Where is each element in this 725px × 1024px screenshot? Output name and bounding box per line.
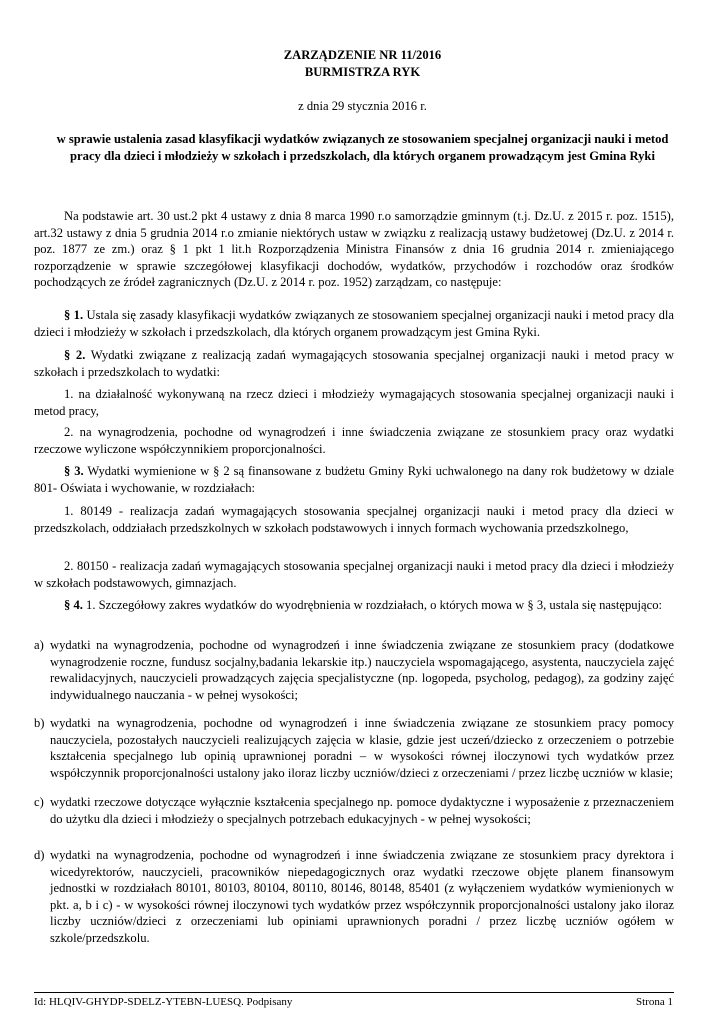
document-title: [130, 47, 595, 80]
section-3: [34, 463, 674, 496]
section-3-label: § 3.: [64, 464, 84, 478]
section-2-text: Wydatki związane z realizacją zadań wymagających stosowania specjalnej organizacji nauki i metod pracy w szkołach i przedszkolach to wydatki:: [34, 348, 675, 379]
section-3-item-1: 1. 80149 - realizacja zadań wymagających stosowania specjalnej organizacji nauki i metod pracy dla dzieci w przedszkolach, oddziałach przedszkolnych w szkołach podstawowych i innych formach wychowania przedszkolnego,: [34, 504, 674, 535]
list-item-text: wydatki na wynagrodzenia, pochodne od wynagrodzeń i inne świadczenia związane ze stosunkiem pracy dyrektora i wicedyrektorów, nauczycieli, pracowników niepedagogicznych oraz wydatki rzeczowe objęte planem finansowym jednostki w rozdziałach 80101, 80103, 80104, 80110, 80146, 80148, 85401 (z wyłączeniem wydatków wymienionych w pkt. a, b i c) - w wysokości równej iloczynowi tych wydatków przez współczynnik proporcjonalności ustalony jako iloraz liczby uczniów/dzieci z orzeczeniami lub opiniami uprawnionych poradni / przez liczbę uczniów ogółem w szkole/przedszkolu.: [50, 848, 674, 945]
list-item-label: a): [34, 638, 44, 652]
document-subject: w sprawie ustalenia zasad klasyfikacji wydatków związanych ze stosowaniem specjalnej organizacji nauki i metod pracy dla dzieci i młodzieży w szkołach i przedszkolach, dla których organem prowadzącym jest Gmina Ryki: [56, 132, 669, 163]
section-4: [34, 597, 674, 614]
section-1: [34, 307, 674, 340]
section-2-label: § 2.: [64, 348, 86, 362]
title-line-2: BURMISTRZA RYK: [304, 64, 421, 79]
list-item-b: [34, 715, 674, 781]
footer-divider: [34, 992, 674, 993]
list-item-text: wydatki na wynagrodzenia, pochodne od wynagrodzeń i inne świadczenia związane ze stosunkiem pracy (dodatkowe wynagrodzenie roczne, fundusz socjalny,badania lekarskie itp.) nauczyciela wspomagającego, asystenta, nauczyciela zajęć rewalidacyjnych, nauczycieli prowadzących zajęcia specjalistyczne (np. logopeda, psycholog, pedagog), za godziny zajęć indywidualnego nauczania - w pełnej wysokości;: [50, 638, 674, 702]
section-1-label: § 1.: [64, 308, 84, 322]
section-4-text: 1. Szczegółowy zakres wydatków do wyodrębnienia w rozdziałach, o których mowa w § 3, ustala się następująco:: [82, 598, 663, 612]
list-item-text: wydatki rzeczowe dotyczące wyłącznie kształcenia specjalnego np. pomoce dydaktyczne i wyposażenie z przeznaczeniem do użytku dla dzieci i młodzieży o specjalnych potrzebach edukacyjnych - w pełnej wysokości;: [50, 795, 674, 826]
list-item-a: [34, 637, 674, 703]
footer-document-id: Id: HLQIV-GHYDP-SDELZ-YTEBN-LUESQ. Podpisany: [34, 996, 293, 1008]
preamble: Na podstawie art. 30 ust.2 pkt 4 ustawy z dnia 8 marca 1990 r.o samorządzie gminnym (t.j. Dz.U. z 2015 r. poz. 1515), art.32 ustawy z dnia 5 grudnia 2014 r.o zmianie niektórych ustaw w związku z realizacją ustawy budżetowej (Dz.U. z 2014 r. poz. 1877 ze zm.) oraz § 1 pkt 1 lit.h Rozporządzenia Ministra Finansów z dnia 16 grudnia 2014 r. zmieniającego rozporządzenie w sprawie szczegółowej klasyfikacji dochodów, wydatków, przychodów i rozchodów oraz środków pochodzących ze źródeł zagranicznych (Dz.U. z 2014 r. poz. 1952) zarządzam, co następuje:: [34, 209, 674, 290]
list-item-label: d): [34, 848, 45, 862]
list-item-label: c): [34, 795, 44, 809]
list-item-c: [34, 794, 674, 827]
title-line-1: ZARZĄDZENIE NR 11/2016: [283, 48, 442, 62]
list-item-label: b): [34, 716, 45, 730]
section-4-label: § 4.: [64, 598, 83, 612]
footer-page-number: Strona 1: [636, 996, 673, 1008]
section-1-text: Ustala się zasady klasyfikacji wydatków związanych ze stosowaniem specjalnej organizacji nauki i metod pracy dla dzieci i młodzieży w szkołach i przedszkolach, dla których organem prowadzącym jest Gmina Ryki.: [34, 308, 674, 339]
section-2-item-1: 1. na działalność wykonywaną na rzecz dzieci i młodzieży wymagających stosowania specjalnej organizacji nauki i metod pracy,: [34, 387, 674, 418]
list-item-d: [34, 847, 674, 947]
section-3-item-2: 2. 80150 - realizacja zadań wymagających stosowania specjalnej organizacji nauki i metod pracy dla dzieci i młodzieży w szkołach podstawowych, gimnazjach.: [34, 559, 674, 590]
section-2: [34, 347, 674, 380]
section-3-text: Wydatki wymienione w § 2 są finansowane z budżetu Gminy Ryki uchwalonego na dany rok budżetowy w dziale 801- Oświata i wychowanie, w rozdziałach:: [34, 464, 674, 495]
section-2-item-2: 2. na wynagrodzenia, pochodne od wynagrodzeń i inne świadczenia związane ze stosunkiem pracy oraz wydatki rzeczowe wyliczone współczynnikiem proporcjonalności.: [34, 425, 674, 456]
document-date: z dnia 29 stycznia 2016 r.: [298, 99, 427, 113]
list-item-text: wydatki na wynagrodzenia, pochodne od wynagrodzeń i inne świadczenia związane ze stosunkiem pracy pomocy nauczyciela, pozostałych nauczycieli realizujących zajęcia w klasie, gdzie jest uczeń/dziecko z orzeczeniem o potrzebie kształcenia specjalnego lub opinią uprawnionej poradni – w wysokości równej iloczynowi tych wydatków przez współczynnik proporcjonalności ustalony jako iloraz liczby uczniów/dzieci z orzeczeniami / przez liczbę uczniów w klasie;: [50, 716, 674, 780]
